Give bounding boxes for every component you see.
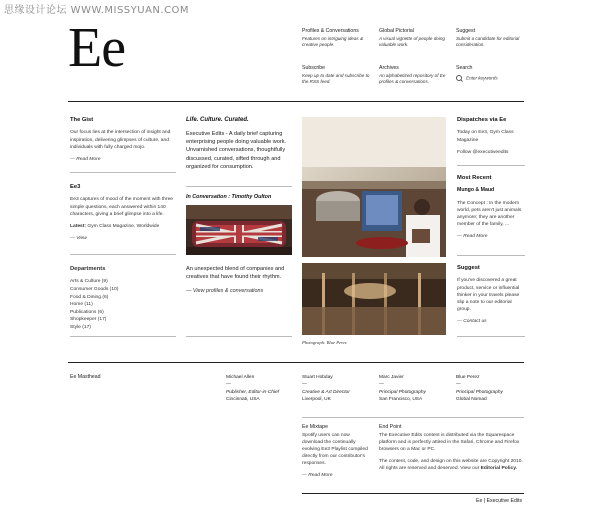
person-name: Marc Javier	[379, 375, 404, 380]
ee3-latest-value[interactable]: Gym Class Magazine, Worldwide	[87, 223, 160, 229]
nav-archives-label[interactable]: Archives	[379, 65, 399, 71]
endpoint-text-2	[379, 458, 525, 472]
nav-subscribe[interactable]	[302, 65, 372, 86]
department-link[interactable]: Shopkeeper (17)	[70, 317, 107, 323]
person-role: Creative & Art Director	[302, 389, 350, 395]
nav-suggest[interactable]	[456, 28, 526, 49]
person-location: Global Nomad	[456, 397, 487, 403]
nav-profiles-desc: Features on intriguing ideas & creative people.	[302, 35, 364, 48]
site-logo[interactable]: Ee	[68, 17, 126, 79]
person-role: Principal Photography	[456, 389, 503, 395]
mixtape-text: Spotify users can now download the continually evolving Ee3 Playlist compiled directly from our contributor's responses.	[302, 432, 368, 466]
endpoint-title: End Point	[379, 424, 402, 430]
conversation-section	[186, 265, 296, 296]
department-link[interactable]: Home (11)	[70, 302, 93, 308]
recent-title: Most Recent	[457, 175, 492, 181]
departments-title: Departments	[70, 266, 106, 272]
nav-profiles-label[interactable]: Profiles & Conversations	[302, 28, 359, 34]
conversation-image[interactable]	[186, 205, 292, 255]
nav-pictorial-desc: A visual vignette of people doing valuable work.	[379, 35, 445, 48]
person-name: Michael Allen	[226, 375, 255, 380]
ee3-latest-label: Latest:	[70, 223, 87, 229]
search-placeholder[interactable]: Enter keywords	[466, 74, 498, 80]
feature-photo-bottom[interactable]	[302, 263, 446, 335]
nav-suggest-label[interactable]: Suggest	[456, 28, 476, 34]
mixtape-read-more-link[interactable]: — Read More	[302, 473, 333, 479]
chef-photo	[302, 117, 446, 257]
search-icon	[456, 75, 462, 81]
watermark: 思缘设计论坛 WWW.MISSYUAN.COM	[4, 5, 190, 16]
left-divider-2	[70, 254, 176, 255]
department-link[interactable]: Food & Dining (6)	[70, 294, 109, 300]
follow-link[interactable]: Follow @executiveedits	[457, 149, 509, 155]
photo-credit: Photograph: Blue Perez	[302, 340, 347, 345]
person-dash: —	[226, 382, 231, 388]
mixtape-section	[302, 424, 372, 479]
nav-search	[456, 65, 526, 82]
department-link[interactable]: Publications (6)	[70, 309, 104, 315]
gist-read-more-link[interactable]: — Read More	[70, 156, 101, 162]
right-divider-1	[457, 165, 525, 166]
gist-title: The Gist	[70, 117, 94, 123]
masthead-person	[226, 374, 298, 404]
recent-text: The Concept : In the modern world, pets aren't just animals anymore; they are another member of the family, ...	[457, 200, 522, 228]
dispatches-section	[457, 116, 527, 161]
nav-subscribe-label[interactable]: Subscribe	[302, 65, 326, 71]
search-input[interactable]	[456, 75, 526, 83]
dispatches-title: Dispatches via Ee	[457, 117, 507, 123]
ee3-view-link[interactable]: — View	[70, 235, 87, 241]
left-divider-3	[70, 336, 176, 337]
right-divider-2	[457, 255, 525, 256]
masthead-person	[456, 374, 528, 404]
center-divider-2	[186, 336, 292, 337]
ee3-title: Ee3	[70, 184, 81, 190]
suggest-text: If you've discovered a great product, service or influential thinker in your travels please slip a note to our editorial group.	[457, 278, 520, 312]
conversation-text: An unexpected blend of companies and creatives that have found their rhythm.	[186, 266, 285, 281]
intro-section	[186, 116, 294, 172]
person-location: Liverpool, UK	[302, 397, 331, 403]
gist-text: Our focus lies at the intersection of insight and inspiration, delivering glimpses of culture, and individuals with fully charged mojo.	[70, 130, 171, 150]
dispatches-text[interactable]: Today on Ee3, Gym Class Magazine	[457, 130, 514, 143]
header-divider	[68, 101, 524, 102]
masthead-title: Ee Masthead	[70, 374, 101, 380]
endpoint-text-1: The Executive Edits content is distributed via the Squarespace platform and is perfectly attired in the Safari, Chrome and Firefox browsers on a Mac or PC.	[379, 432, 520, 452]
person-name: Blue Perez	[456, 375, 480, 380]
union-jack-sofa-image	[186, 205, 292, 255]
right-divider-3	[457, 336, 525, 337]
nav-profiles[interactable]	[302, 28, 372, 49]
person-location: Cincinnati, USA	[226, 397, 260, 403]
department-link[interactable]: Consumer Goods (10)	[70, 286, 119, 292]
tagline: Life. Culture. Curated.	[186, 117, 249, 123]
masthead-divider	[68, 362, 524, 363]
masthead-person	[302, 374, 374, 404]
center-divider-1	[186, 186, 292, 187]
person-dash: —	[379, 382, 384, 388]
recent-section	[457, 174, 523, 240]
left-divider-1	[70, 172, 176, 173]
nav-archives-desc: An alphabetized repository of Ee profiles & conversations.	[379, 72, 446, 85]
search-label: Search	[456, 65, 473, 71]
nav-archives[interactable]	[379, 65, 447, 86]
masthead-sub-divider	[302, 417, 524, 418]
person-role: Principal Photography	[379, 389, 426, 395]
ee3-section	[70, 183, 178, 242]
nav-pictorial[interactable]	[379, 28, 447, 49]
person-role: Publisher, Editor-in-Chief	[226, 389, 279, 395]
footer-divider	[302, 493, 524, 494]
person-dash: —	[456, 382, 461, 388]
person-name: Stuart Hobday	[302, 375, 333, 380]
nav-pictorial-label[interactable]: Global Pictorial	[379, 28, 414, 34]
ee3-text: Ee3 captures of mood of the moment with three simple questions, each answered within 140 characters, giving a brief glimpse into a life.	[70, 197, 174, 217]
footer-text: Ee | Executive Edits	[476, 498, 523, 504]
suggest-title: Suggest	[457, 265, 480, 271]
mixtape-title: Ee Mixtape	[302, 424, 328, 430]
person-dash: —	[302, 382, 307, 388]
recent-subtitle[interactable]: Mungo & Maud	[457, 187, 495, 194]
feature-photo-top[interactable]	[302, 117, 446, 257]
copyright-text: The content, code, and design on this website are Copyright 2010. All rights are reserved and deserved. View our	[379, 458, 523, 471]
gist-section	[70, 116, 178, 163]
recent-read-more-link[interactable]: — Read More	[457, 234, 488, 240]
view-profiles-link[interactable]: — View profiles & conversations	[186, 287, 264, 294]
nav-subscribe-desc: Keep up to date and subscribe to the RSS feed.	[302, 72, 370, 85]
conversation-title[interactable]: In Conversation : Timothy Oulton	[186, 194, 272, 200]
departments-section	[70, 265, 178, 332]
nav-suggest-desc: Submit a candidate for editorial consideration.	[456, 35, 520, 48]
intro-text: Executive Edits - A daily brief capturing enterprising people doing valuable work. Unvarnished conversations, thoughtfully discussed, curated, sifted through and organized for consumption.	[186, 130, 287, 171]
masthead-person	[379, 374, 451, 404]
department-link[interactable]: Arts & Culture (9)	[70, 279, 108, 285]
ee3-latest	[70, 223, 178, 230]
person-location: San Francisco, USA	[379, 397, 423, 403]
restaurant-photo	[302, 263, 446, 335]
contact-us-link[interactable]: — Contact us	[457, 318, 487, 324]
department-link[interactable]: Style (17)	[70, 324, 91, 330]
suggest-section	[457, 264, 523, 325]
editorial-policy-link[interactable]: Editorial Policy.	[480, 465, 517, 471]
endpoint-section	[379, 424, 525, 477]
